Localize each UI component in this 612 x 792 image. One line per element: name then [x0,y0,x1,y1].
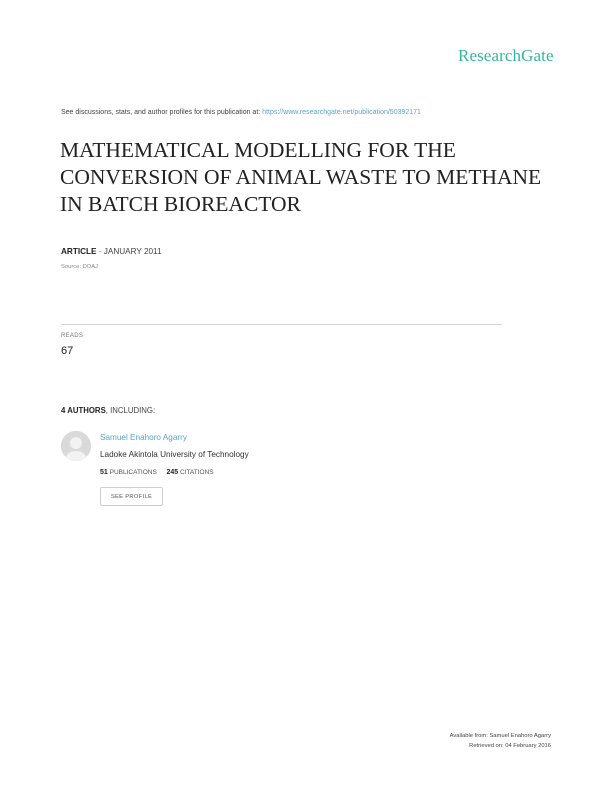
citations-count: 245 [166,469,179,476]
title-line: MATHEMATICAL MODELLING FOR THE [60,138,456,162]
reads-count: 67 [61,345,74,357]
authors-heading-suffix: , INCLUDING: [105,406,156,415]
author-stats [100,469,214,476]
authors-heading [61,406,155,415]
citations-label: CITATIONS [179,469,214,476]
divider [61,324,502,325]
publication-title [60,137,560,218]
authors-count: 4 AUTHORS [61,406,106,415]
author-name-link[interactable]: Samuel Enahoro Agarry [100,433,187,442]
publications-count: 51 [100,469,108,476]
discussion-notice [61,109,421,116]
see-profile-button[interactable]: SEE PROFILE [100,487,163,506]
publication-type: ARTICLE [61,247,97,256]
researchgate-logo[interactable]: ResearchGate [458,46,554,65]
author-institution: Ladoke Akintola University of Technology [100,450,249,459]
available-from: Available from: Samuel Enahoro Agarry [449,733,551,739]
publication-meta [61,247,162,256]
default-avatar-icon [61,431,91,461]
reads-label: READS [61,333,84,339]
discussion-notice-text: See discussions, stats, and author profiles for this publication at: [61,109,263,116]
avatar[interactable] [61,431,91,461]
retrieved-on: Retrieved on: 04 February 2016 [469,743,551,749]
title-line: IN BATCH BIOREACTOR [60,192,301,216]
publication-date: · JANUARY 2011 [96,247,162,256]
publications-label: PUBLICATIONS [109,469,157,476]
publication-source: Source: DOAJ [61,264,99,270]
title-line: CONVERSION OF ANIMAL WASTE TO METHANE [60,165,542,189]
footer [450,731,551,751]
publication-url-link[interactable]: https://www.researchgate.net/publication/50392171 [262,109,421,116]
